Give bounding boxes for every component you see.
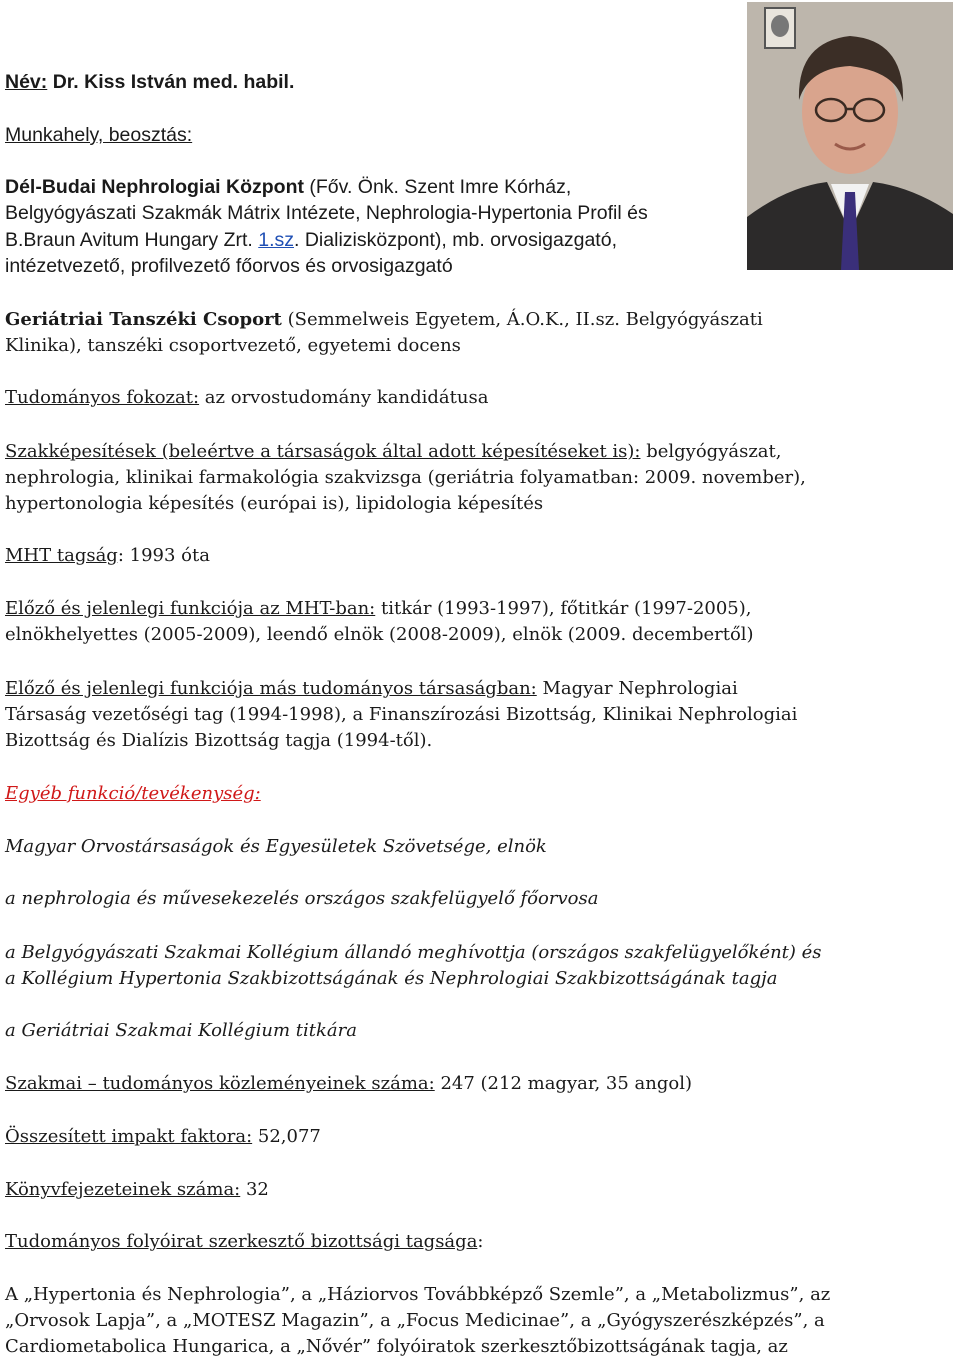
workplace1-line2: Belgyógyászati Szakmák Mátrix Intézete, Nephrologia-Hypertonia Profil és — [5, 202, 648, 224]
workplace2-line1: Geriátriai Tanszéki Csoport (Semmelweis Egyetem, Á.O.K., II.sz. Belgyógyászati — [5, 309, 763, 330]
journals-line: Cardiometabolica Hungarica, a „Nővér” folyóiratok szerkesztőbizottságának tagja, az — [5, 1336, 788, 1357]
qualifications-line2: nephrologia, klinikai farmakológia szakvizsga (geriátria folyamatban: 2009. november), — [5, 467, 806, 488]
degree-line: Tudományos fokozat: az orvostudomány kandidátusa — [5, 387, 489, 408]
editorial-line: Tudományos folyóirat szerkesztő bizottsági tagsága: — [5, 1231, 484, 1252]
journals-line: „Orvosok Lapja”, a „MOTESZ Magazin”, a „Focus Medicinae”, a „Gyógyszerészképzés”, a — [5, 1310, 825, 1331]
other-society-line2: Társaság vezetőségi tag (1994-1998), a Finanszírozási Bizottság, Klinikai Nephrologiai — [5, 704, 798, 725]
mht-functions-line1: Előző és jelenlegi funkciója az MHT-ban: titkár (1993-1997), főtitkár (1997-2005), — [5, 598, 752, 619]
other-society-label: Előző és jelenlegi funkciója más tudományos társaságban: — [5, 678, 537, 699]
workplace1-line3: B.Braun Avitum Hungary Zrt. 1.sz. Dializisközpont), mb. orvosigazgató, — [5, 229, 617, 251]
qualifications-label: Szakképesítések (beleértve a társaságok által adott képesítéseket is): — [5, 441, 641, 462]
other-item: a Kollégium Hypertonia Szakbizottságának és Nephrologiai Szakbizottságának tagja — [5, 968, 778, 989]
workplace1-name: Dél-Budai Nephrologiai Központ — [5, 176, 304, 198]
other-society-line3: Bizottság és Dialízis Bizottság tagja (1994-től). — [5, 730, 433, 751]
impact-label: Összesített impakt faktora: — [5, 1126, 253, 1147]
other-item: a Belgyógyászati Szakmai Kollégium állandó meghívottja (országos szakfelügyelőként) és — [5, 942, 822, 963]
name-line — [5, 69, 294, 96]
journals-line: A „Hypertonia és Nephrologia”, a „Háziorvos Továbbképző Szemle”, a „Metabolizmus”, az — [5, 1284, 831, 1305]
qualifications-line3: hypertonologia képesítés (európai is), lipidologia képesítés — [5, 493, 544, 514]
mht-functions-label: Előző és jelenlegi funkciója az MHT-ban: — [5, 598, 376, 619]
publications-label: Szakmai – tudományos közleményeinek száma: — [5, 1073, 435, 1094]
name-value: Dr. Kiss István med. habil. — [47, 71, 295, 93]
other-society-line1: Előző és jelenlegi funkciója más tudományos társaságban: Magyar Nephrologiai — [5, 678, 738, 699]
other-item: a nephrologia és művesekezelés országos szakfelügyelő főorvosa — [5, 888, 599, 909]
other-activity-heading: Egyéb funkció/tevékenység: — [5, 783, 261, 804]
portrait-photo — [747, 2, 953, 270]
workplace2-line2: Klinika), tanszéki csoportvezető, egyetemi docens — [5, 335, 461, 356]
mht-functions-line2: elnökhelyettes (2005-2009), leendő elnök (2008-2009), elnök (2009. decembertől) — [5, 624, 754, 645]
workplace2-name: Geriátriai Tanszéki Csoport — [5, 309, 282, 330]
portrait-illustration — [747, 2, 953, 270]
other-item: a Geriátriai Szakmai Kollégium titkára — [5, 1020, 357, 1041]
editorial-label: Tudományos folyóirat szerkesztő bizottsági tagsága — [5, 1231, 478, 1252]
publications-line: Szakmai – tudományos közleményeinek száma: 247 (212 magyar, 35 angol) — [5, 1073, 693, 1094]
workplace1-line4: intézetvezető, profilvezető főorvos és orvosigazgató — [5, 255, 453, 277]
other-item: Magyar Orvostársaságok és Egyesületek Szövetsége, elnök — [5, 836, 547, 857]
mht-label: MHT tagság — [5, 545, 118, 566]
workplace-heading: Munkahely, beosztás: — [5, 124, 193, 146]
workplace1-line1: Dél-Budai Nephrologiai Központ (Főv. Önk. Szent Imre Kórház, — [5, 176, 572, 198]
chapters-line: Könyvfejezeteinek száma: 32 — [5, 1179, 269, 1200]
chapters-label: Könyvfejezeteinek száma: — [5, 1179, 241, 1200]
impact-line: Összesített impakt faktora: 52,077 — [5, 1126, 321, 1147]
qualifications-line1: Szakképesítések (beleértve a társaságok által adott képesítéseket is): belgyógyászat, — [5, 441, 782, 462]
workplace1-link[interactable]: 1.sz — [258, 229, 295, 251]
mht-line: MHT tagság: 1993 óta — [5, 545, 210, 566]
name-label: Név: — [5, 71, 48, 93]
degree-label: Tudományos fokozat: — [5, 387, 200, 408]
